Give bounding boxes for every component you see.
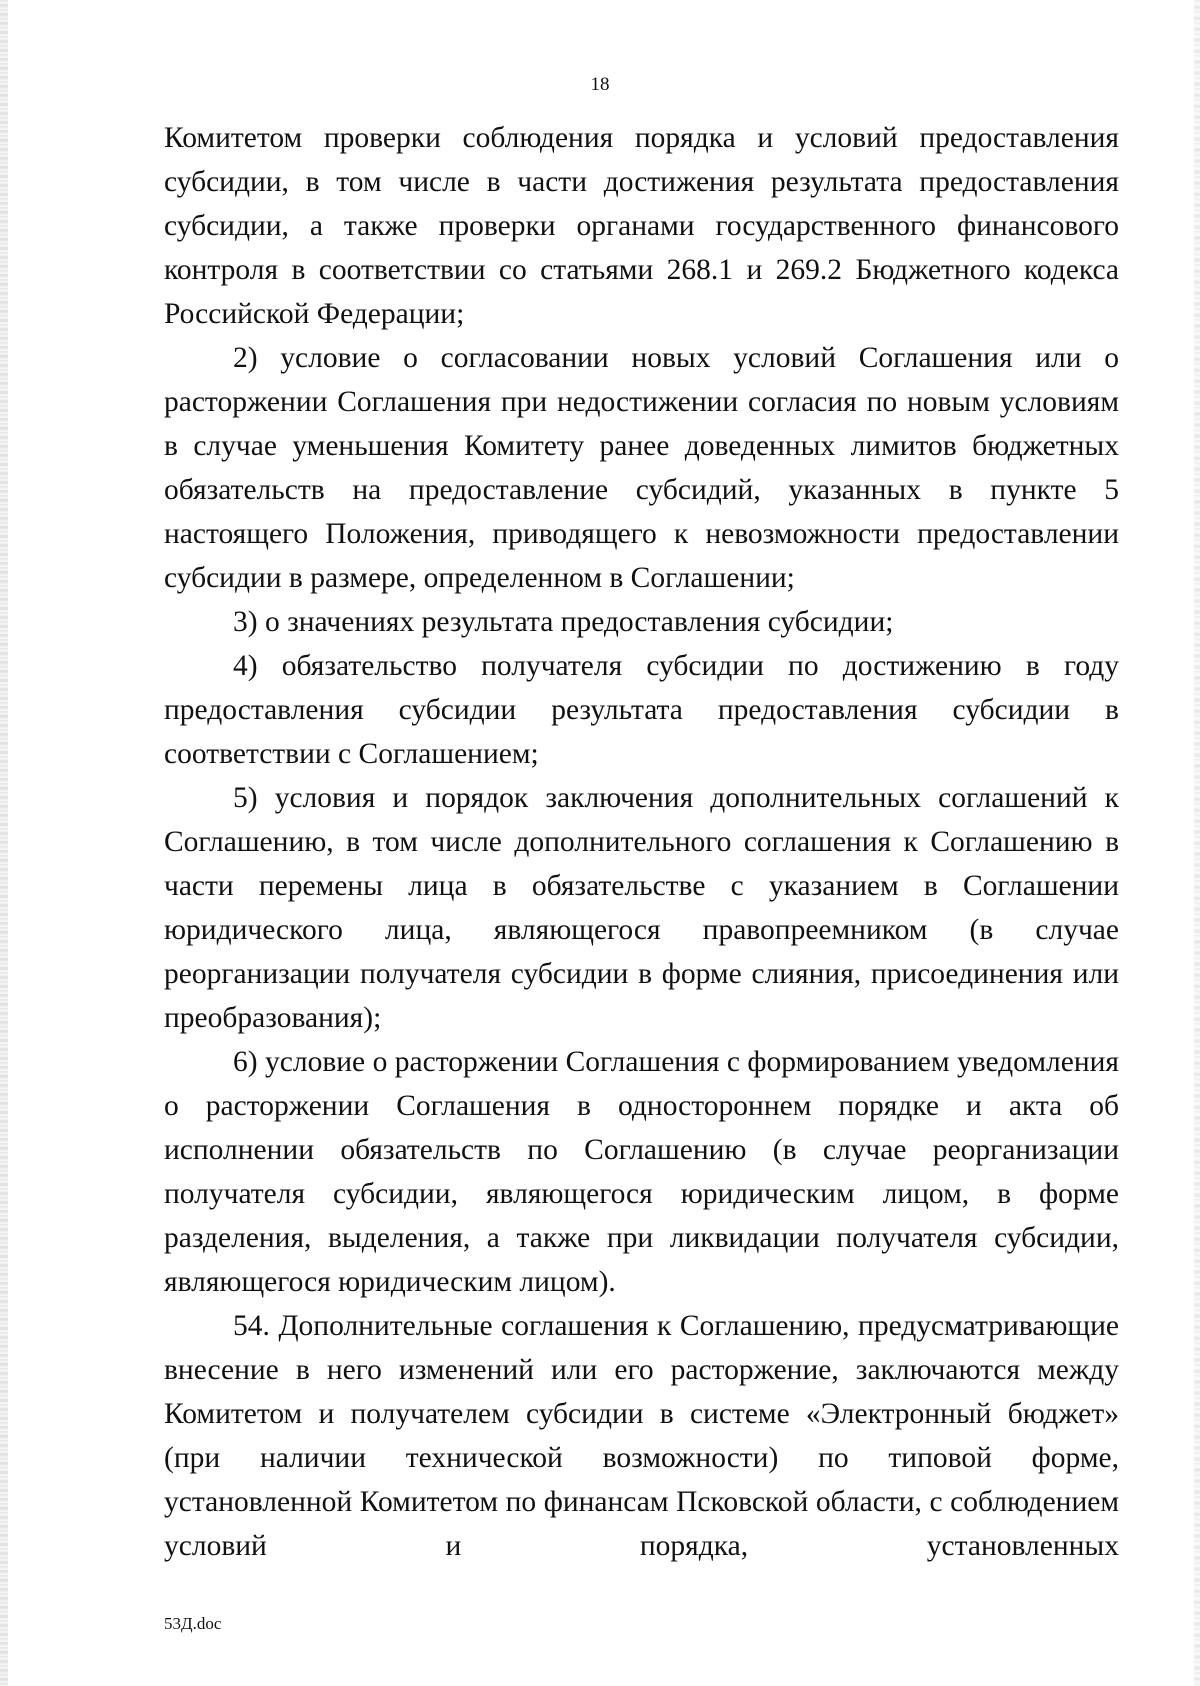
paragraph-item-3: 3) о значениях результата предоставления субсидии; [233, 606, 894, 638]
paragraph-clause-54: 54. Дополнительные соглашения к Соглашению, предусматривающие внесение в него изменений или его расторжение, заключаются между Комитетом и получателем субсидии в системе «Электронный бюджет» (при наличии технической возможности) по типовой форме, установленной Комитетом по финансам Псковской области, с соблюдением условий и порядка, установленных [164, 1310, 1119, 1562]
scan-edge-left [0, 0, 8, 1686]
scan-edge-right [1194, 0, 1200, 1686]
paragraph-item-5: 5) условия и порядок заключения дополнительных соглашений к Соглашению, в том числе дополнительного соглашения к Соглашению в части перемены лица в обязательстве с указанием в Соглашении юридического лица, являющегося правопреемником (в случае реорганизации получателя субсидии в форме слияния, присоединения или преобразования); [164, 782, 1119, 1034]
page-number: 18 [590, 74, 610, 95]
paragraph-item-2: 2) условие о согласовании новых условий Соглашения или о расторжении Соглашения при недостижении согласия по новым условиям в случае уменьшения Комитету ранее доведенных лимитов бюджетных обязательств на предоставление субсидий, указанных в пункте 5 настоящего Положения, приводящего к невозможности предоставлении субсидии в размере, определенном в Соглашении; [164, 342, 1119, 594]
paragraph-item-4: 4) обязательство получателя субсидии по достижению в году предоставления субсидии результата предоставления субсидии в соответствии с Соглашением; [164, 650, 1119, 770]
paragraph-continuation: Комитетом проверки соблюдения порядка и условий предоставления субсидии, в том числе в части достижения результата предоставления субсидии, а также проверки органами государственного финансового контроля в соответствии со статьями 268.1 и 269.2 Бюджетного кодекса Российской Федерации; [164, 122, 1119, 330]
paragraph-item-6: 6) условие о расторжении Соглашения с формированием уведомления о расторжении Соглашения в одностороннем порядке и акта об исполнении обязательств по Соглашению (в случае реорганизации получателя субсидии, являющегося юридическим лицом, в форме разделения, выделения, а также при ликвидации получателя субсидии, являющегося юридическим лицом). [164, 1046, 1119, 1298]
footer-filename: 53Д.doc [164, 1614, 222, 1633]
document-body [164, 116, 1119, 1568]
